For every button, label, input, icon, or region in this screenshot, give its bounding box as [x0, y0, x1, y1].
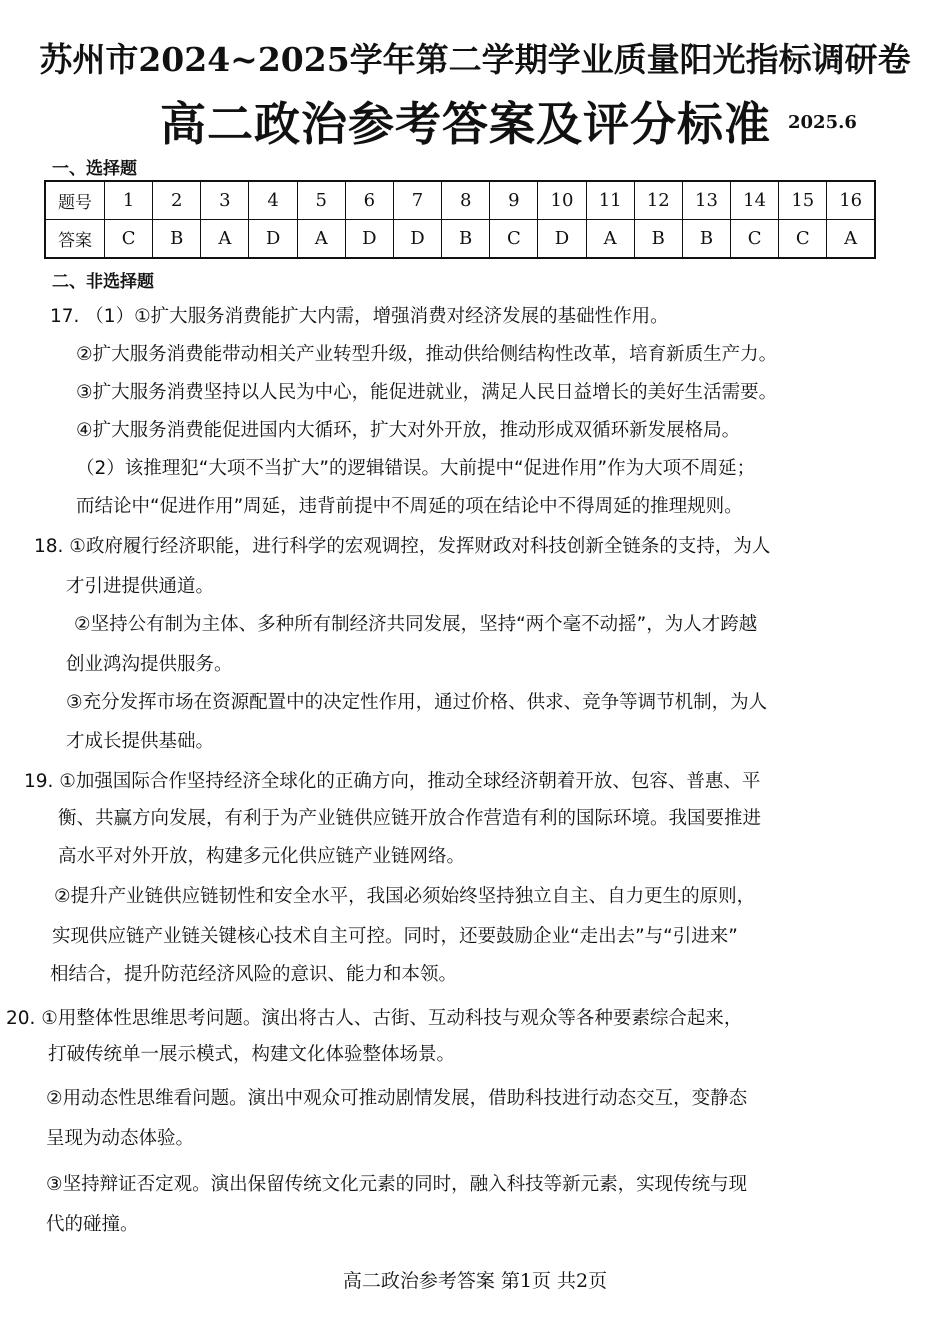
question-number-cell: 3 — [201, 181, 249, 220]
row-label-answers: 答案 — [45, 220, 105, 259]
question-number-cell: 4 — [249, 181, 297, 220]
answer-line: （2）该推理犯“大项不当扩大”的逻辑错误。大前提中“促进作用”作为大项不周延； — [76, 458, 756, 479]
answer-cell: D — [393, 220, 441, 259]
answer-row — [45, 220, 875, 259]
answer-line: ③充分发挥市场在资源配置中的决定性作用，通过价格、供求、竞争等调节机制，为人 — [66, 692, 768, 713]
answer-line: ④扩大服务消费能促进国内大循环，扩大对外开放，推动形成双循环新发展格局。 — [76, 420, 741, 441]
page-footer: 高二政治参考答案 第1页 共2页 — [342, 1270, 608, 1292]
question-number-cell: 6 — [345, 181, 393, 220]
answer-cell: C — [105, 220, 153, 259]
question-number-cell: 16 — [827, 181, 875, 220]
answer-cell: C — [779, 220, 827, 259]
section-heading-choice: 一、选择题 — [52, 159, 137, 179]
answer-line: 17. （1）①扩大服务消费能扩大内需，增强消费对经济发展的基础性作用。 — [50, 306, 669, 327]
answer-line: ②扩大服务消费能带动相关产业转型升级，推动供给侧结构性改革，培育新质生产力。 — [76, 344, 778, 365]
answer-cell: C — [731, 220, 779, 259]
answer-line: ②用动态性思维看问题。演出中观众可推动剧情发展，借助科技进行动态交互，变静态 — [46, 1088, 748, 1109]
question-number-cell: 2 — [153, 181, 201, 220]
answer-line: 衡、共赢方向发展，有利于为产业链供应链开放合作营造有利的国际环境。我国要推进 — [58, 808, 762, 829]
document-title: 高二政治参考答案及评分标准 — [160, 97, 771, 151]
answer-table — [44, 180, 876, 259]
answer-line: 实现供应链产业链关键核心技术自主可控。同时，还要鼓励企业“走出去”与“引进来” — [52, 926, 738, 947]
question-number-cell: 1 — [105, 181, 153, 220]
answer-line: 代的碰撞。 — [46, 1214, 139, 1235]
answer-line: 才成长提供基础。 — [66, 731, 215, 752]
answer-line: 19. ①加强国际合作坚持经济全球化的正确方向，推动全球经济朝着开放、包容、普惠、平 — [24, 771, 761, 792]
question-number-cell: 9 — [490, 181, 538, 220]
question-number-cell: 5 — [297, 181, 345, 220]
answer-line: 打破传统单一展示模式，构建文化体验整体场景。 — [48, 1044, 456, 1065]
document-date: 2025.6 — [788, 112, 857, 133]
answer-cell: A — [827, 220, 875, 259]
answer-line: ②坚持公有制为主体、多种所有制经济共同发展，坚持“两个毫不动摇”，为人才跨越 — [74, 614, 758, 635]
question-number-cell: 13 — [682, 181, 730, 220]
question-number-cell: 7 — [393, 181, 441, 220]
section-heading-nonchoice: 二、非选择题 — [52, 272, 154, 292]
answer-line: ③扩大服务消费坚持以人民为中心，能促进就业，满足人民日益增长的美好生活需要。 — [76, 382, 778, 403]
answer-cell: A — [297, 220, 345, 259]
answer-cell: C — [490, 220, 538, 259]
question-number-cell: 11 — [586, 181, 634, 220]
answer-cell: B — [442, 220, 490, 259]
answer-line: 才引进提供通道。 — [66, 576, 215, 597]
question-number-row — [45, 181, 875, 220]
answer-cell: B — [153, 220, 201, 259]
answer-line: 20. ①用整体性思维思考问题。演出将古人、古街、互动科技与观众等各种要素综合起来， — [6, 1008, 743, 1029]
answer-cell: B — [634, 220, 682, 259]
question-number-cell: 8 — [442, 181, 490, 220]
answer-line: ②提升产业链供应链韧性和安全水平，我国必须始终坚持独立自主、自力更生的原则， — [54, 886, 756, 907]
answer-line: ③坚持辩证否定观。演出保留传统文化元素的同时，融入科技等新元素，实现传统与现 — [46, 1174, 748, 1195]
answer-cell: A — [586, 220, 634, 259]
exam-title: 苏州市2024~2025学年第二学期学业质量阳光指标调研卷 — [39, 40, 911, 79]
answer-cell: A — [201, 220, 249, 259]
question-number-cell: 15 — [779, 181, 827, 220]
answer-line: 呈现为动态体验。 — [46, 1128, 195, 1149]
answer-line: 高水平对外开放，构建多元化供应链产业链网络。 — [58, 846, 466, 867]
question-number-cell: 14 — [731, 181, 779, 220]
answer-cell: D — [538, 220, 586, 259]
answer-cell: B — [682, 220, 730, 259]
row-label-numbers: 题号 — [45, 181, 105, 220]
answer-line: 创业鸿沟提供服务。 — [66, 654, 233, 675]
question-number-cell: 12 — [634, 181, 682, 220]
answer-line: 相结合，提升防范经济风险的意识、能力和本领。 — [50, 964, 458, 985]
question-number-cell: 10 — [538, 181, 586, 220]
answer-cell: D — [249, 220, 297, 259]
answer-cell: D — [345, 220, 393, 259]
answer-line: 18. ①政府履行经济职能，进行科学的宏观调控，发挥财政对科技创新全链条的支持，为人 — [34, 536, 771, 557]
answer-line: 而结论中“促进作用”周延，违背前提中不周延的项在结论中不得周延的推理规则。 — [76, 496, 743, 517]
